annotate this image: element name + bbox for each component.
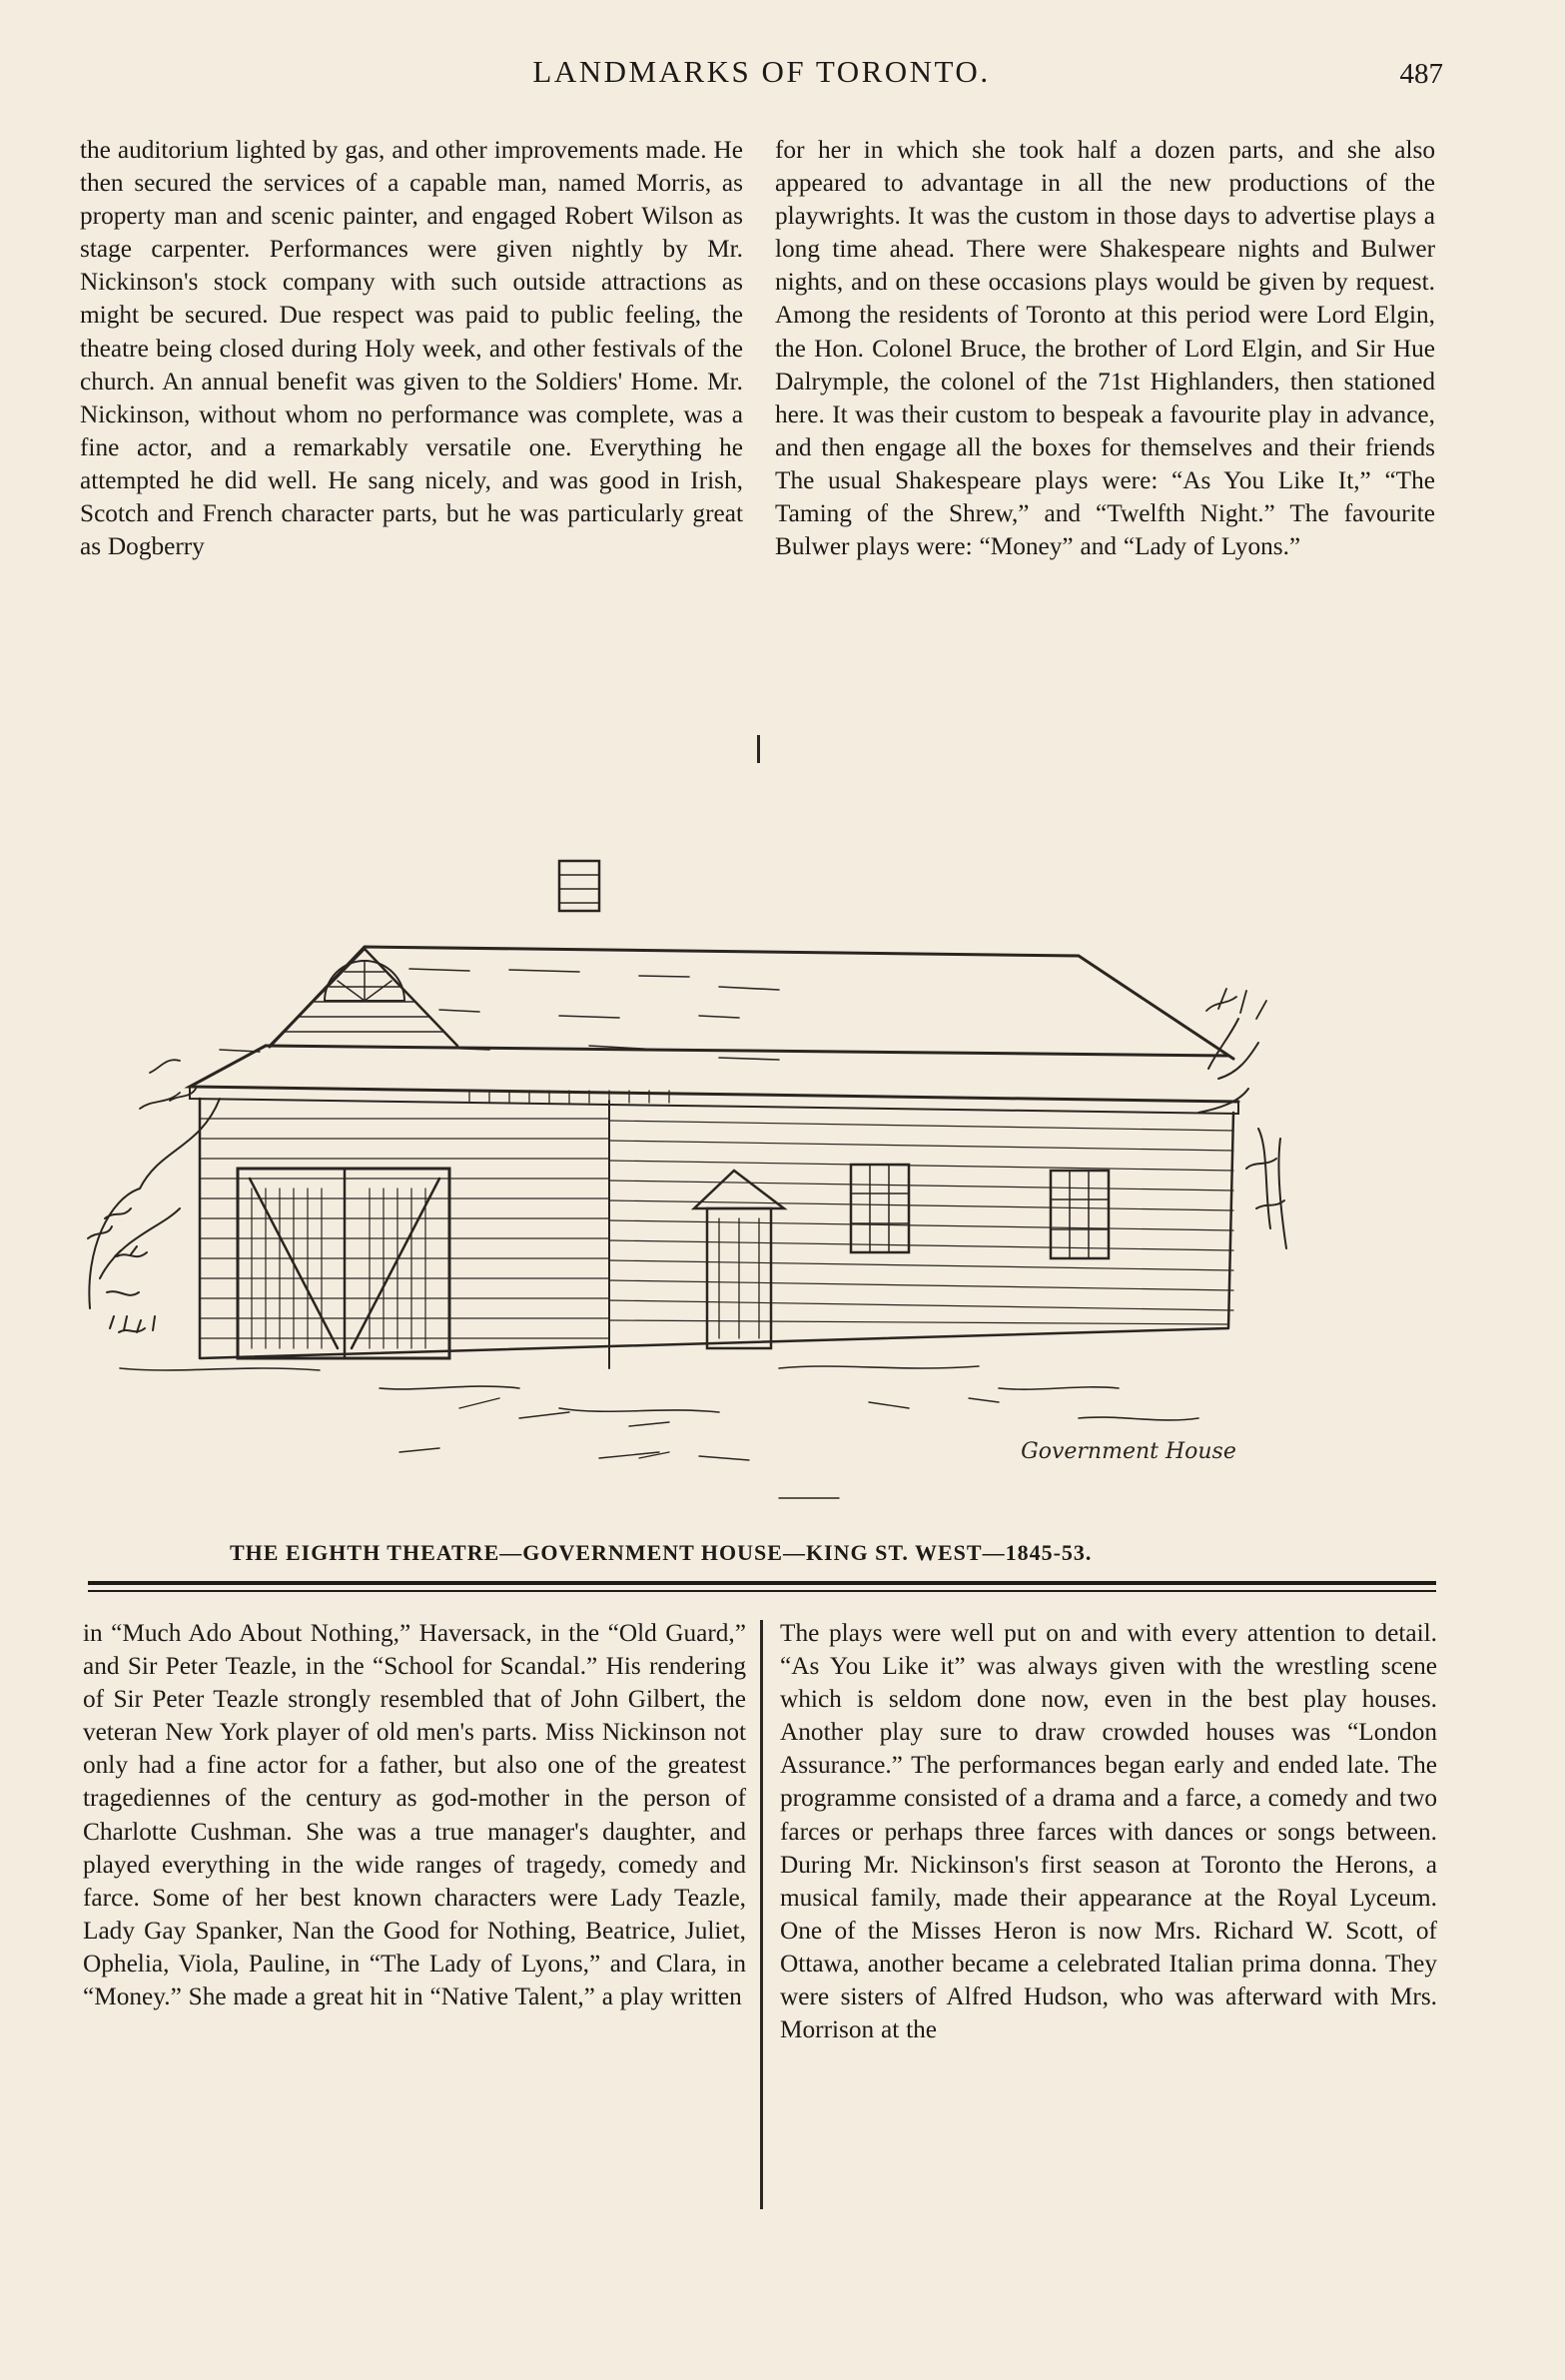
paragraph-top-left: the auditorium lighted by gas, and other improvements made. He then secured the services of a capable man, named Morris, as property man and scenic painter, and engaged Robert Wilson as stage carpenter. Performances were given nightly by Mr. Nickinson's stock company with such outside attractions as might be secured. Due respect was paid to public feeling, the theatre being closed during Holy week, and other festivals of the church. An annual benefit was given to the Soldiers' Home. Mr. Nickinson, without whom no performance was complete, was a fine actor, and a remarkably versatile one. Everything he attempted he did well. He sang nicely, and was good in Irish, Scotch and French character parts, but he was particularly great as Dogberry: [80, 136, 743, 561]
illustration-caption: THE EIGHTH THEATRE—GOVERNMENT HOUSE—KING ST. WEST—1845-53.: [230, 1540, 1093, 1565]
column-bottom-right: [780, 1617, 1437, 2046]
column-divider-top: [757, 735, 760, 763]
paragraph-top-right: for her in which she took half a dozen parts, and she also appeared to advantage in all the new productions of the playwrights. It was the custom in those days to advertise plays a long time ahead. There were Shakespeare nights and Bulwer nights, and on these occasions plays would be given by request. Among the residents of Toronto at this period were Lord Elgin, the Hon. Colonel Bruce, the brother of Lord Elgin, and Sir Hue Dalrymple, the colonel of the 71st Highlanders, then stationed here. It was their custom to bespeak a favourite play in advance, and then engage all the boxes for themselves and their friends The usual Shakespeare plays were: “As You Like It,” “The Taming of the Shrew,” and “Twelfth Night.” The favourite Bulwer plays were: “Money” and “Lady of Lyons.”: [775, 136, 1435, 561]
page-header: [80, 54, 1443, 94]
column-top-left: [80, 134, 743, 563]
column-divider-bottom: [760, 1620, 763, 2209]
government-house-illustration: [80, 769, 1343, 1538]
double-rule-bottom: [88, 1590, 1436, 1592]
double-rule-top: [88, 1581, 1436, 1585]
column-bottom-left: [83, 1617, 746, 2013]
paragraph-bottom-right: The plays were well put on and with every attention to detail. “As You Like it” was always given with the wrestling scene which is seldom done now, even in the best play houses. Another play sure to draw crowded houses was “London Assurance.” The performances began early and ended late. The programme consisted of a drama and a farce, a comedy and two farces or perhaps three farces with dances or songs between. During Mr. Nickinson's first season at Toronto the Herons, a musical family, made their appearance at the Royal Lyceum. One of the Misses Heron is now Mrs. Richard W. Scott, of Ottawa, another became a celebrated Italian prima donna. They were sisters of Alfred Hudson, who was afterward with Mrs. Morrison at the: [780, 1619, 1437, 2044]
column-top-right: [775, 134, 1435, 563]
illustration-signature: Government House: [1021, 1439, 1236, 1464]
page-number: 487: [1399, 58, 1443, 90]
running-title: LANDMARKS OF TORONTO.: [532, 54, 991, 89]
paragraph-bottom-left: in “Much Ado About Nothing,” Haversack, in the “Old Guard,” and Sir Peter Teazle, in the “School for Scandal.” His rendering of Sir Peter Teazle strongly resembled that of John Gilbert, the veteran New York player of old men's parts. Miss Nickinson not only had a fine actor for a father, but also one of the greatest tragediennes of the century as god-mother in the person of Charlotte Cushman. She was a true manager's daughter, and played everything in the wide ranges of tragedy, comedy and farce. Some of her best known characters were Lady Teazle, Lady Gay Spanker, Nan the Good for Nothing, Beatrice, Juliet, Ophelia, Viola, Pauline, in “The Lady of Lyons,” and Clara, in “Money.” She made a great hit in “Native Talent,” a play written: [83, 1619, 746, 2011]
